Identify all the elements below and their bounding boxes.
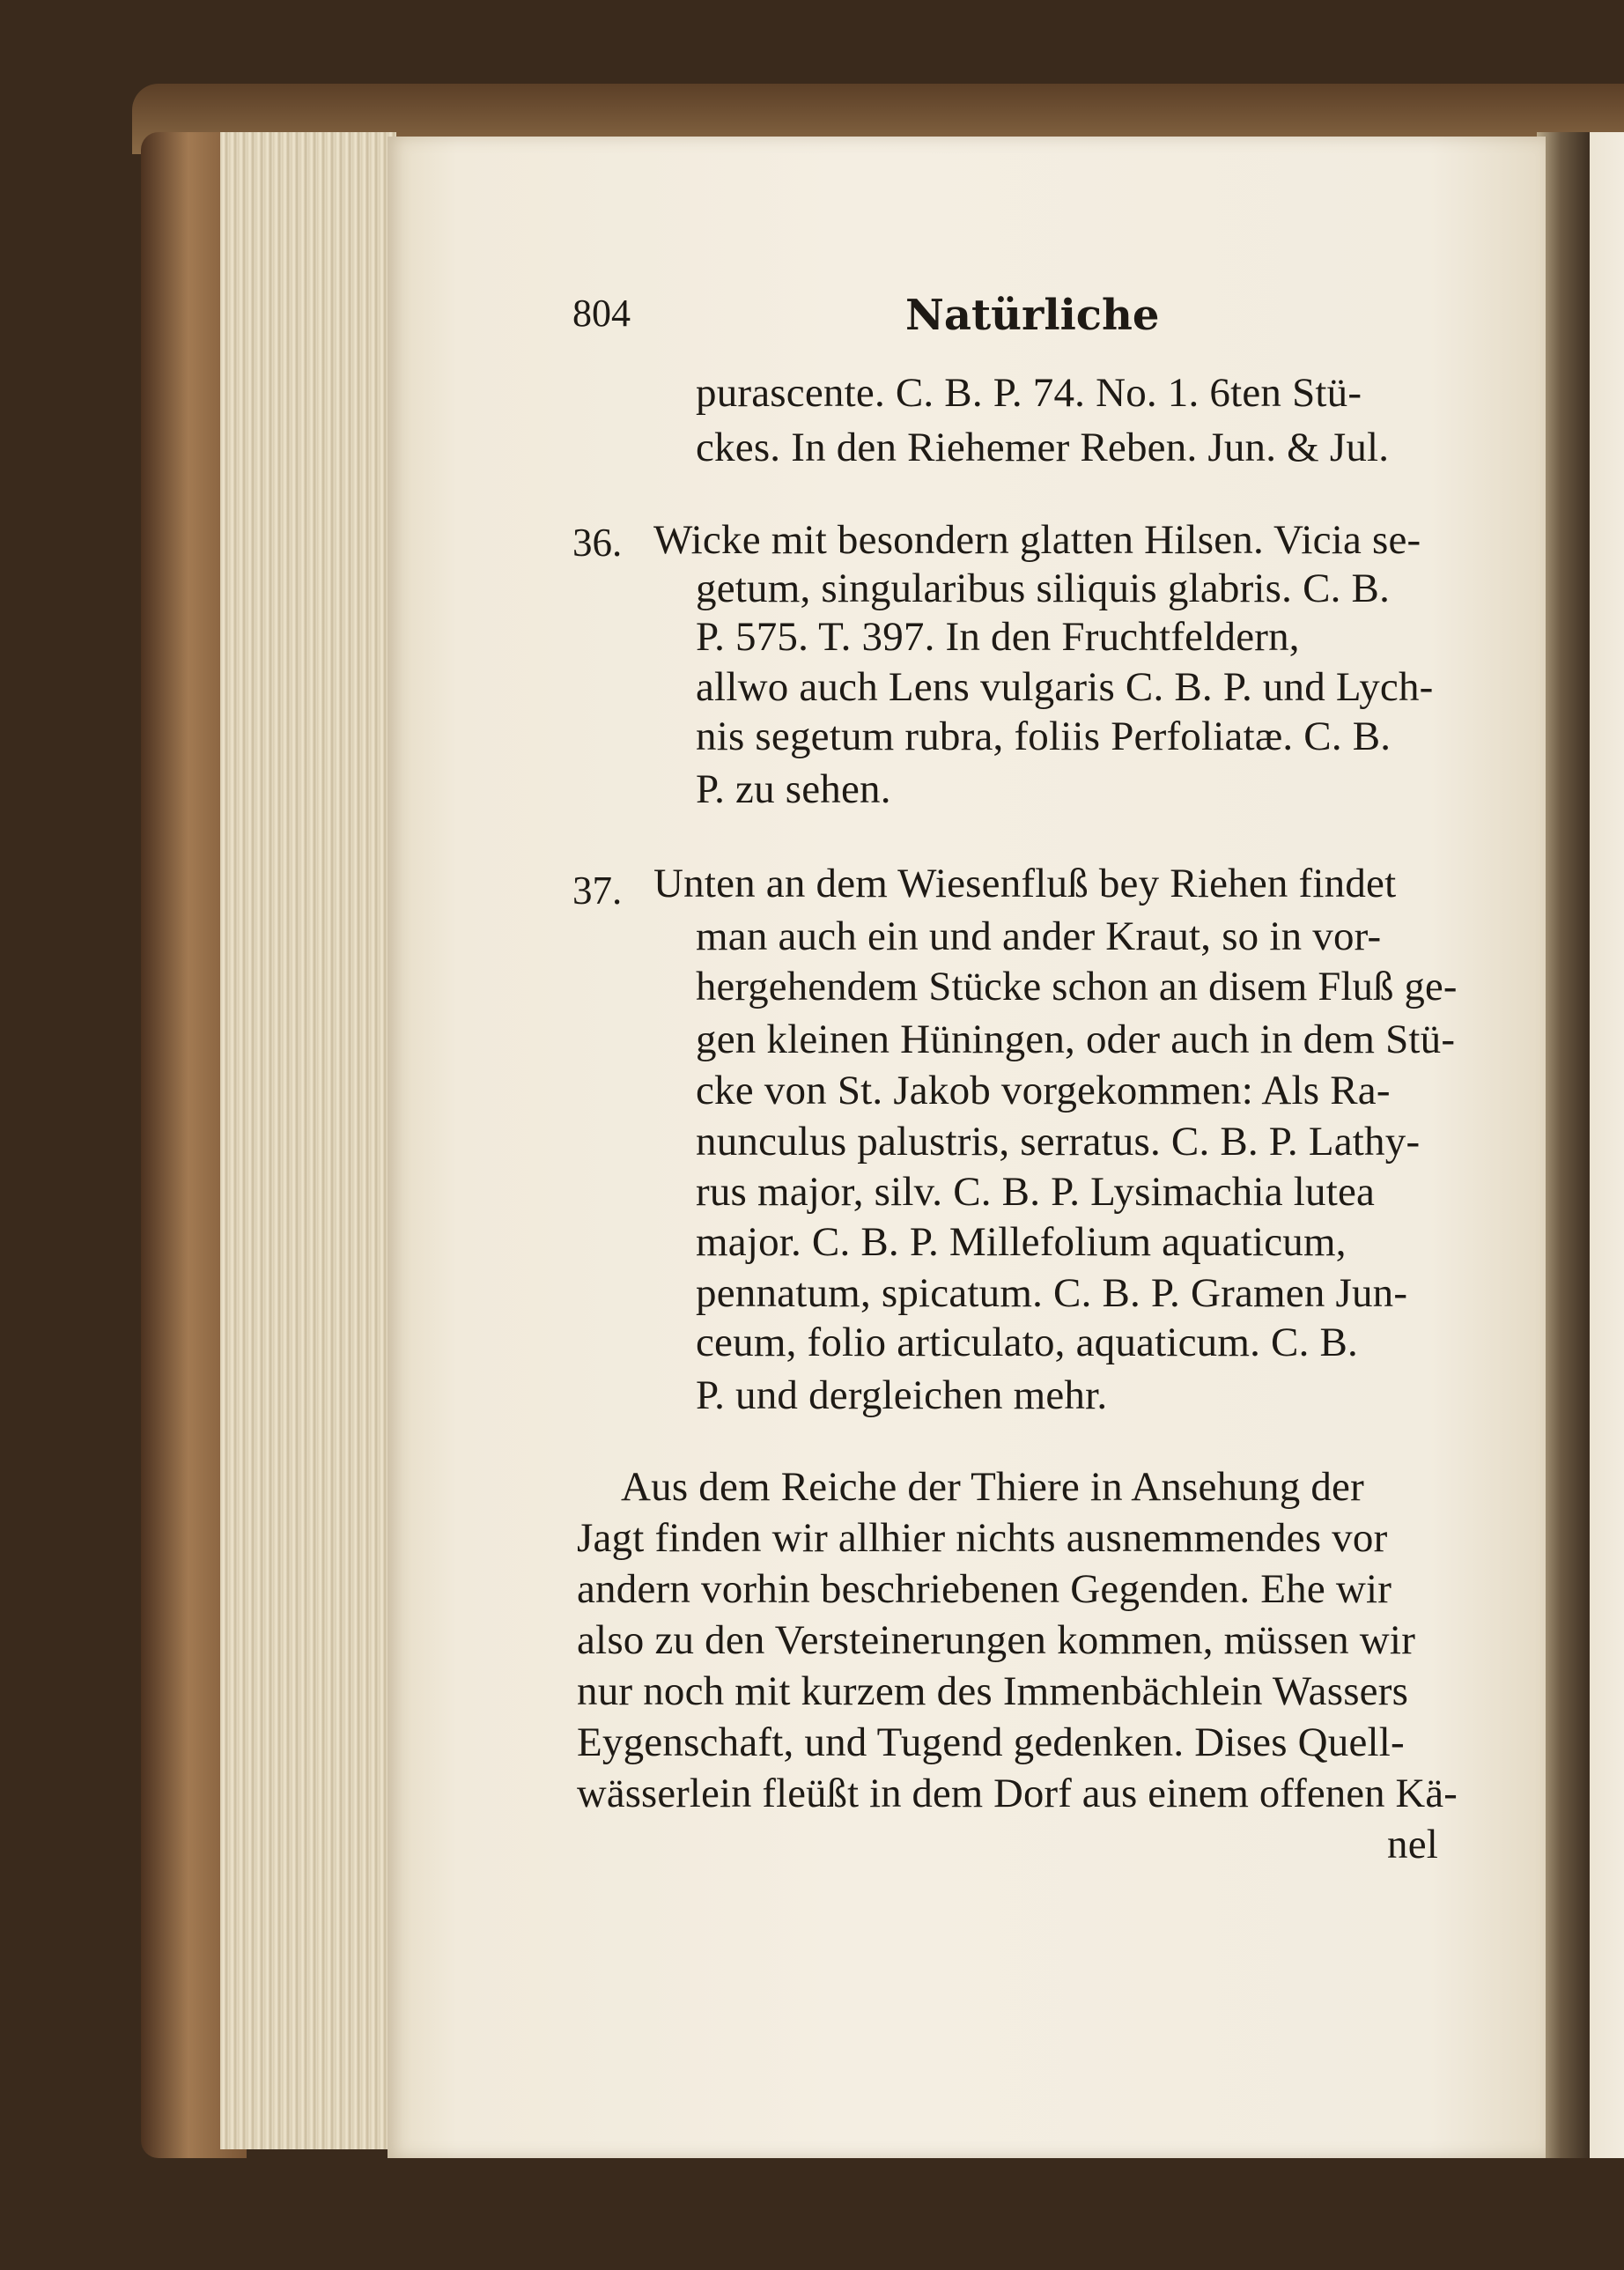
- text-line: ceum, folio articulato, aquaticum. C. B.: [696, 1320, 1358, 1365]
- text-line: wässerlein fleüßt in dem Dorf aus einem offenen Kä-: [577, 1771, 1458, 1816]
- text-line: hergehendem Stücke schon an disem Fluß ge-: [696, 964, 1458, 1009]
- text-line: purascente. C. B. P. 74. No. 1. 6ten Stü-: [696, 370, 1362, 416]
- text-line: andern vorhin beschriebenen Gegenden. Ehe wir: [577, 1566, 1392, 1612]
- catchword: nel: [1387, 1822, 1439, 1867]
- text-line: Unten an dem Wiesenfluß bey Riehen findet: [653, 861, 1397, 906]
- text-line: P. zu sehen.: [696, 766, 891, 812]
- text-line: P. und dergleichen mehr.: [696, 1372, 1108, 1418]
- text-line: nunculus palustris, serratus. C. B. P. Lathy-: [696, 1119, 1421, 1165]
- text-line: rus major, silv. C. B. P. Lysimachia lutea: [696, 1169, 1376, 1215]
- text-line: pennatum, spicatum. C. B. P. Gramen Jun-: [696, 1270, 1408, 1316]
- running-title: Natürliche: [905, 291, 1160, 340]
- text-line: getum, singularibus siliquis glabris. C. B.: [696, 566, 1391, 611]
- text-line: gen kleinen Hüningen, oder auch in dem Stü-: [696, 1017, 1456, 1062]
- text-line: nur noch mit kurzem des Immenbächlein Wassers: [577, 1668, 1409, 1714]
- entry-number: 37.: [572, 869, 623, 913]
- page-number: 804: [572, 292, 631, 335]
- text-line: nis segetum rubra, foliis Perfoliatæ. C. B.: [696, 714, 1391, 759]
- text-line: cke von St. Jakob vorgekommen: Als Ra-: [696, 1068, 1391, 1113]
- page-edges: [220, 132, 396, 2149]
- text-line: Aus dem Reiche der Thiere in Ansehung der: [621, 1464, 1364, 1510]
- text-line: Wicke mit besondern glatten Hilsen. Vicia se-: [653, 517, 1421, 563]
- text-line: man auch ein und ander Kraut, so in vor-: [696, 913, 1382, 959]
- text-line: also zu den Versteinerungen kommen, müssen wir: [577, 1617, 1416, 1663]
- text-line: Eygenschaft, und Tugend gedenken. Dises Quell-: [577, 1719, 1405, 1765]
- text-line: Jagt finden wir allhier nichts ausnemmendes vor: [577, 1515, 1388, 1561]
- text-line: P. 575. T. 397. In den Fruchtfeldern,: [696, 614, 1300, 660]
- text-line: ckes. In den Riehemer Reben. Jun. & Jul.: [696, 425, 1390, 470]
- text-line: major. C. B. P. Millefolium aquaticum,: [696, 1219, 1347, 1265]
- text-line: allwo auch Lens vulgaris C. B. P. und Lych-: [696, 664, 1434, 710]
- entry-number: 36.: [572, 521, 623, 565]
